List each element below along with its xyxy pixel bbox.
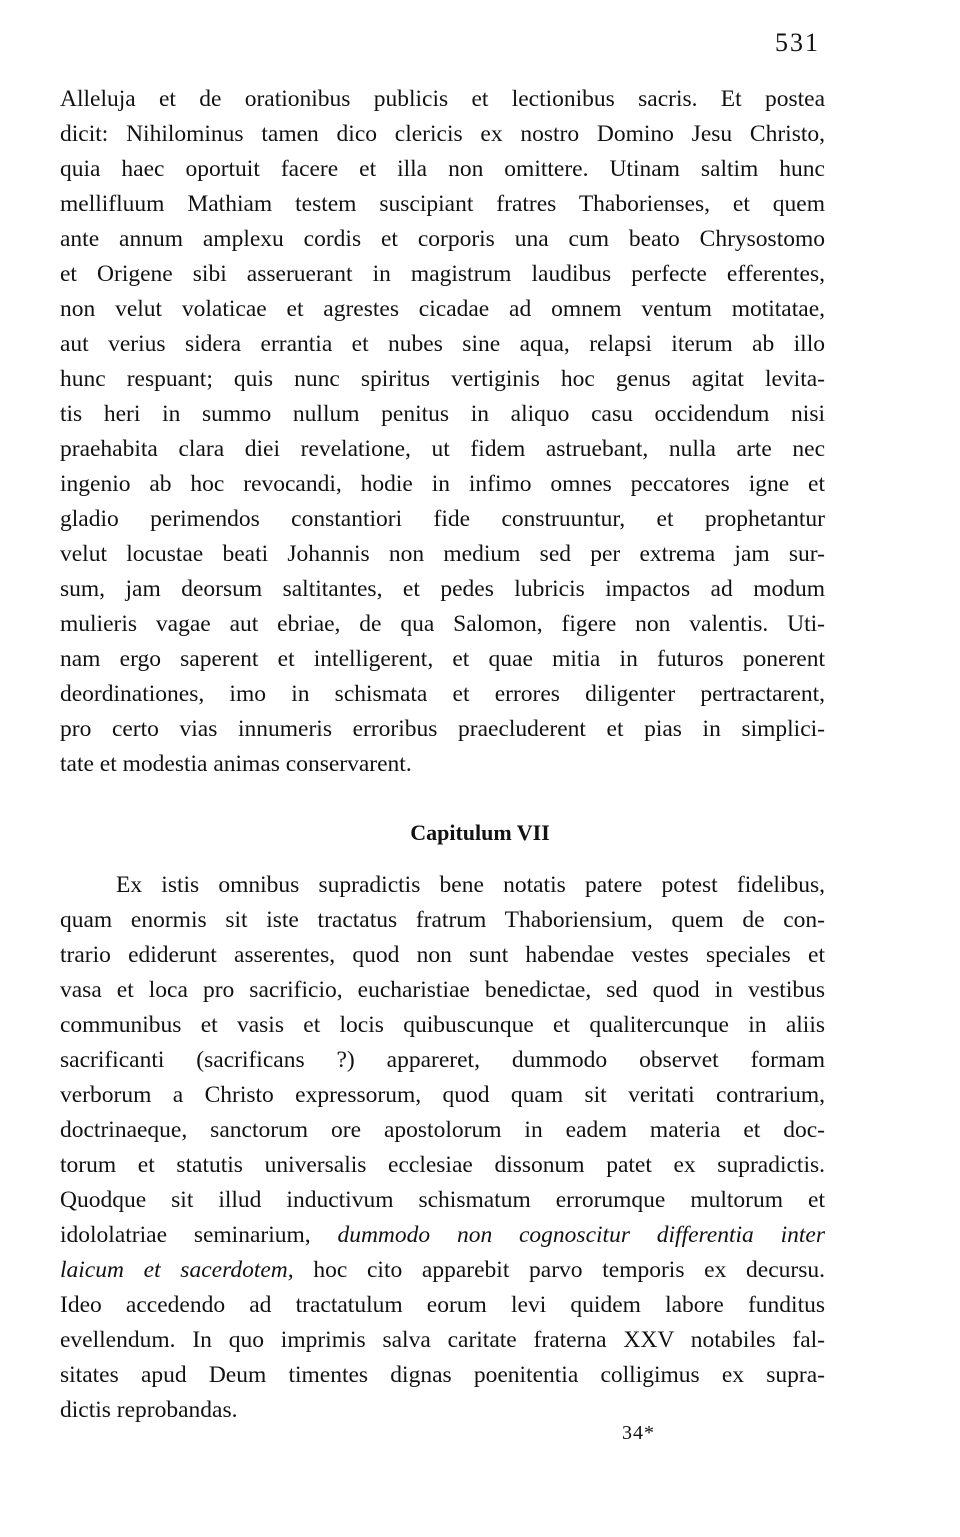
text-line: sacrificanti (sacrificans ?) appareret, dummodo observet formam xyxy=(60,1047,825,1073)
text-line: doctrinaeque, sanctorum ore apostolorum in eadem materia et doc- xyxy=(60,1117,825,1143)
text-line: torum et statutis universalis ecclesiae dissonum patet ex supradictis. xyxy=(60,1152,825,1178)
text-line: dictis reprobandas. xyxy=(60,1397,238,1423)
text-line: Alleluja et de orationibus publicis et lectionibus sacris. Et postea xyxy=(60,86,825,112)
text-line: vasa et loca pro sacrificio, eucharistiae benedictae, sed quod in vestibus xyxy=(60,977,825,1003)
signature-mark: 34* xyxy=(622,1422,655,1444)
text-line-mixed xyxy=(60,1253,825,1288)
chapter-heading: Capitulum VII xyxy=(410,820,550,845)
paragraph-1 xyxy=(60,82,825,782)
text-line: mulieris vagae aut ebriae, de qua Salomon, figere non valentis. Uti- xyxy=(60,611,825,637)
text-line: sum, jam deorsum saltitantes, et pedes lubricis impactos ad modum xyxy=(60,576,825,602)
text-line: tis heri in summo nullum penitus in aliquo casu occidendum nisi xyxy=(60,401,825,427)
text-line: mellifluum Mathiam testem suscipiant fratres Thaborienses, et quem xyxy=(60,191,825,217)
text-line: pro certo vias innumeris erroribus praecluderent et pias in simplici- xyxy=(60,716,825,742)
text-line: et Origene sibi asseruerant in magistrum laudibus perfecte efferentes, xyxy=(60,261,825,287)
text-line: sitates apud Deum timentes dignas poenitentia colligimus ex supra- xyxy=(60,1362,825,1388)
text-line: hunc respuant; quis nunc spiritus vertiginis hoc genus agitat levita- xyxy=(60,366,825,392)
italic-phrase: dummodo non cognoscitur differentia inter xyxy=(337,1222,825,1248)
text-line: trario ediderunt asserentes, quod non sunt habendae vestes speciales et xyxy=(60,942,825,968)
text-line: ante annum amplexu cordis et corporis una cum beato Chrysostomo xyxy=(60,226,825,252)
text-span: idololatriae seminarium, xyxy=(60,1222,311,1248)
text-line: praehabita clara diei revelatione, ut fidem astruebant, nulla arte nec xyxy=(60,436,825,462)
page-number: 531 xyxy=(775,28,820,57)
text-line: aut verius sidera errantia et nubes sine aqua, relapsi iterum ab illo xyxy=(60,331,825,357)
text-span: hoc cito apparebit parvo temporis ex decursu. xyxy=(313,1257,825,1283)
text-line: velut locustae beati Johannis non medium sed per extrema jam sur- xyxy=(60,541,825,567)
text-line: quam enormis sit iste tractatus fratrum Thaboriensium, quem de con- xyxy=(60,907,825,933)
text-line: ingenio ab hoc revocandi, hodie in infimo omnes peccatores igne et xyxy=(60,471,825,497)
paragraph-2 xyxy=(60,868,825,1428)
text-line: dicit: Nihilominus tamen dico clericis ex nostro Domino Jesu Christo, xyxy=(60,121,825,147)
text-line: quia haec oportuit facere et illa non omittere. Utinam saltim hunc xyxy=(60,156,825,182)
text-line: Ideo accedendo ad tractatulum eorum levi quidem labore funditus xyxy=(60,1292,825,1318)
text-line: nam ergo saperent et intelligerent, et quae mitia in futuros ponerent xyxy=(60,646,825,672)
text-line: Quodque sit illud inductivum schismatum errorumque multorum et xyxy=(60,1187,825,1213)
italic-phrase: laicum et sacerdotem, xyxy=(60,1257,294,1283)
text-line: Ex istis omnibus supradictis bene notatis patere potest fidelibus, xyxy=(116,872,825,898)
text-line: tate et modestia animas conservarent. xyxy=(60,751,412,777)
text-line: evellendum. In quo imprimis salva caritate fraterna XXV notabiles fal- xyxy=(60,1327,825,1353)
text-line: deordinationes, imo in schismata et errores diligenter pertractarent, xyxy=(60,681,825,707)
text-line-mixed xyxy=(60,1218,825,1253)
text-line: verborum a Christo expressorum, quod quam sit veritati contrarium, xyxy=(60,1082,825,1108)
text-line: communibus et vasis et locis quibuscunque et qualitercunque in aliis xyxy=(60,1012,825,1038)
text-line: gladio perimendos constantiori fide construuntur, et prophetantur xyxy=(60,506,825,532)
text-line: non velut volaticae et agrestes cicadae ad omnem ventum motitatae, xyxy=(60,296,825,322)
